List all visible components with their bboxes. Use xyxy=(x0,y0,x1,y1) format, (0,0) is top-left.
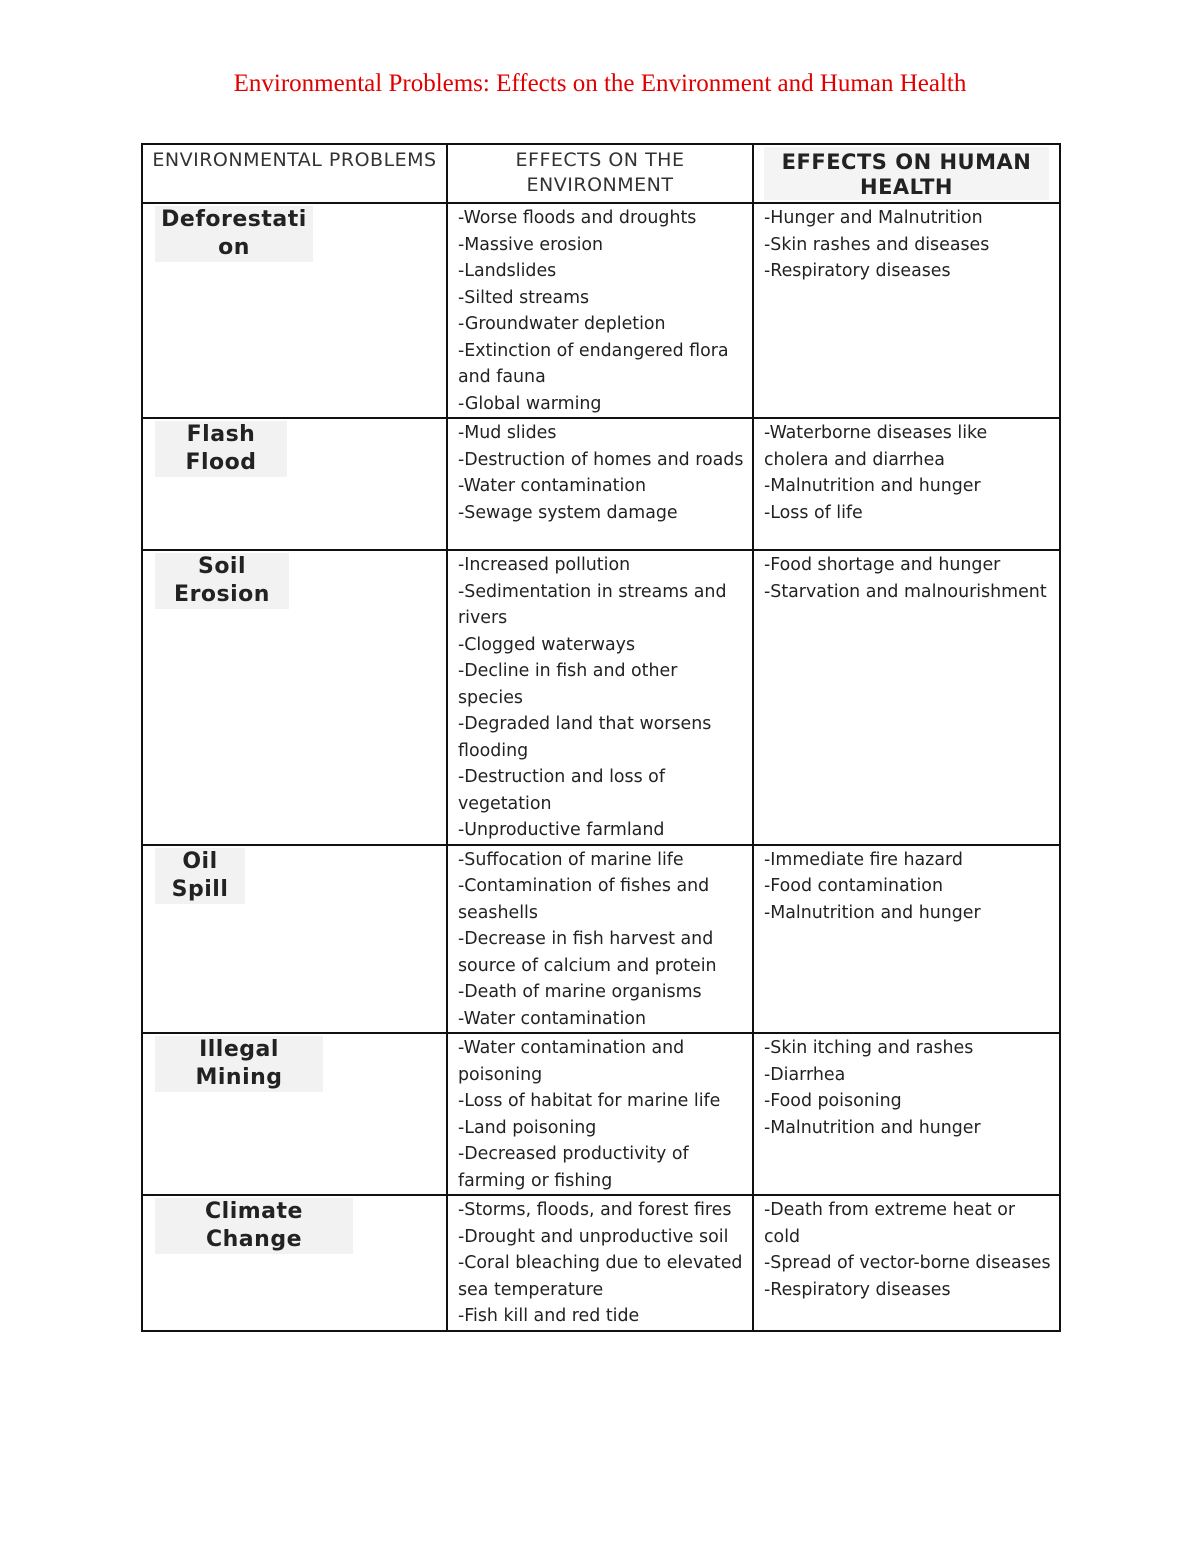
problem-cell xyxy=(142,845,447,1034)
list-item: -Global warming xyxy=(458,393,602,414)
list-item: -Water contamination xyxy=(458,476,646,496)
problem-cell xyxy=(142,418,447,550)
table-row xyxy=(142,418,1060,550)
list-item: -Food contamination xyxy=(764,876,943,896)
health-effects-cell xyxy=(753,1195,1060,1331)
health-effects-cell xyxy=(753,550,1060,845)
list-item: -Extinction of endangered flora and fauna xyxy=(458,340,729,387)
problem-label-line: Climate xyxy=(205,1199,303,1224)
list-item: -Diarrhea xyxy=(764,1064,846,1085)
environment-effects-list xyxy=(448,1034,752,1194)
list-item: -Storms, floods, and forest fires xyxy=(458,1200,732,1220)
list-item: -Starvation and malnourishment xyxy=(764,581,1047,602)
health-effects-list xyxy=(754,1034,1059,1141)
list-item: -Food poisoning xyxy=(764,1091,902,1111)
problem-cell xyxy=(142,1195,447,1331)
environment-effects-cell xyxy=(447,845,753,1034)
environment-effects-list xyxy=(448,204,752,417)
list-item: -Landslides xyxy=(458,261,557,281)
problem-label-line: Change xyxy=(206,1227,302,1252)
list-item: -Skin rashes and diseases xyxy=(764,234,990,255)
table-body xyxy=(142,203,1060,1331)
list-item: -Respiratory diseases xyxy=(764,1279,951,1300)
health-effects-list xyxy=(754,419,1059,526)
problem-label xyxy=(155,421,287,477)
header-health-effects: EFFECTS ON HUMAN HEALTH xyxy=(764,147,1049,200)
health-effects-list xyxy=(754,846,1059,927)
list-item: -Coral bleaching due to elevated sea temperature xyxy=(458,1253,743,1300)
list-item: -Contamination of fishes and seashells xyxy=(458,876,710,923)
problem-label xyxy=(155,1198,353,1254)
problem-label-line: Mining xyxy=(195,1065,283,1090)
table-row xyxy=(142,845,1060,1034)
list-item: -Decline in fish and other species xyxy=(458,661,678,708)
problem-label-line: Soil xyxy=(197,554,247,579)
list-item: -Sewage system damage xyxy=(458,502,678,523)
list-item: -Immediate fire hazard xyxy=(764,849,963,870)
problem-label-line: Flood xyxy=(185,450,257,475)
environment-effects-list xyxy=(448,846,752,1033)
health-effects-cell xyxy=(753,418,1060,550)
list-item: -Waterborne diseases like cholera and diarrhea xyxy=(764,423,988,470)
list-item: -Groundwater depletion xyxy=(458,314,666,334)
health-effects-list xyxy=(754,1196,1059,1303)
list-item: -Drought and unproductive soil xyxy=(458,1226,729,1247)
problem-label-line: Flash xyxy=(186,422,256,447)
health-effects-cell xyxy=(753,203,1060,418)
list-item: -Food shortage and hunger xyxy=(764,555,1001,575)
health-effects-list xyxy=(754,551,1059,605)
header-cell xyxy=(142,144,447,203)
list-item: -Malnutrition and hunger xyxy=(764,902,981,923)
list-item: -Malnutrition and hunger xyxy=(764,476,981,496)
problem-label xyxy=(155,206,313,262)
header-environment-effects: EFFECTS ON THE ENVIRONMENT xyxy=(515,149,685,196)
list-item: -Loss of habitat for marine life xyxy=(458,1091,721,1111)
header-cell xyxy=(753,144,1060,203)
environment-effects-cell xyxy=(447,1033,753,1195)
problem-label-line: on xyxy=(218,235,250,260)
list-item: -Skin itching and rashes xyxy=(764,1038,974,1058)
list-item: -Destruction of homes and roads xyxy=(458,449,744,470)
list-item: -Clogged waterways xyxy=(458,634,636,655)
list-item: -Increased pollution xyxy=(458,555,631,575)
problem-cell xyxy=(142,550,447,845)
environment-effects-cell xyxy=(447,550,753,845)
list-item: -Respiratory diseases xyxy=(764,261,951,281)
problem-label xyxy=(155,1036,323,1092)
list-item: -Land poisoning xyxy=(458,1117,597,1138)
header-problems: ENVIRONMENTAL PROBLEMS xyxy=(152,149,437,171)
list-item: -Degraded land that worsens flooding xyxy=(458,714,712,761)
table-row xyxy=(142,1195,1060,1331)
list-item: -Hunger and Malnutrition xyxy=(764,208,983,228)
problem-label xyxy=(155,553,289,609)
problem-label-line: Erosion xyxy=(174,582,270,607)
environment-effects-cell xyxy=(447,203,753,418)
list-item: -Death of marine organisms xyxy=(458,982,702,1002)
health-effects-cell xyxy=(753,1033,1060,1195)
problem-label-line: Deforestati xyxy=(161,207,307,232)
problem-label xyxy=(155,848,245,904)
list-item: -Worse floods and droughts xyxy=(458,208,697,228)
list-item: -Death from extreme heat or cold xyxy=(764,1200,1016,1247)
list-item: -Suffocation of marine life xyxy=(458,849,684,870)
table-header-row xyxy=(142,144,1060,203)
problem-cell xyxy=(142,203,447,418)
table-row xyxy=(142,550,1060,845)
list-item: -Loss of life xyxy=(764,502,863,523)
health-effects-cell xyxy=(753,845,1060,1034)
list-item: -Water contamination xyxy=(458,1008,646,1029)
list-item: -Silted streams xyxy=(458,287,590,308)
table-row xyxy=(142,203,1060,418)
problems-table xyxy=(141,143,1061,1332)
environment-effects-list xyxy=(448,551,752,844)
header-cell xyxy=(447,144,753,203)
problem-cell xyxy=(142,1033,447,1195)
list-item: -Fish kill and red tide xyxy=(458,1306,640,1326)
document-title: Environmental Problems: Effects on the Environment and Human Health xyxy=(233,70,967,97)
environment-effects-list xyxy=(448,1196,752,1330)
problem-label-line: Oil xyxy=(182,848,218,874)
list-item: -Mud slides xyxy=(458,423,557,443)
list-item: -Decreased productivity of farming or fishing xyxy=(458,1144,689,1191)
list-item: -Sedimentation in streams and rivers xyxy=(458,581,727,628)
list-item: -Massive erosion xyxy=(458,234,604,255)
list-item: -Decrease in fish harvest and source of calcium and protein xyxy=(458,929,717,976)
table-row xyxy=(142,1033,1060,1195)
list-item: -Water contamination and poisoning xyxy=(458,1038,685,1085)
environment-effects-list xyxy=(448,419,752,526)
health-effects-list xyxy=(754,204,1059,285)
list-item: -Spread of vector-borne diseases xyxy=(764,1253,1051,1273)
problem-label-line: Spill xyxy=(171,876,229,902)
environment-effects-cell xyxy=(447,418,753,550)
list-item: -Destruction and loss of vegetation xyxy=(458,767,665,814)
list-item: -Malnutrition and hunger xyxy=(764,1117,981,1138)
problem-label-line: Illegal xyxy=(199,1037,279,1062)
list-item: -Unproductive farmland xyxy=(458,820,665,840)
environment-effects-cell xyxy=(447,1195,753,1331)
